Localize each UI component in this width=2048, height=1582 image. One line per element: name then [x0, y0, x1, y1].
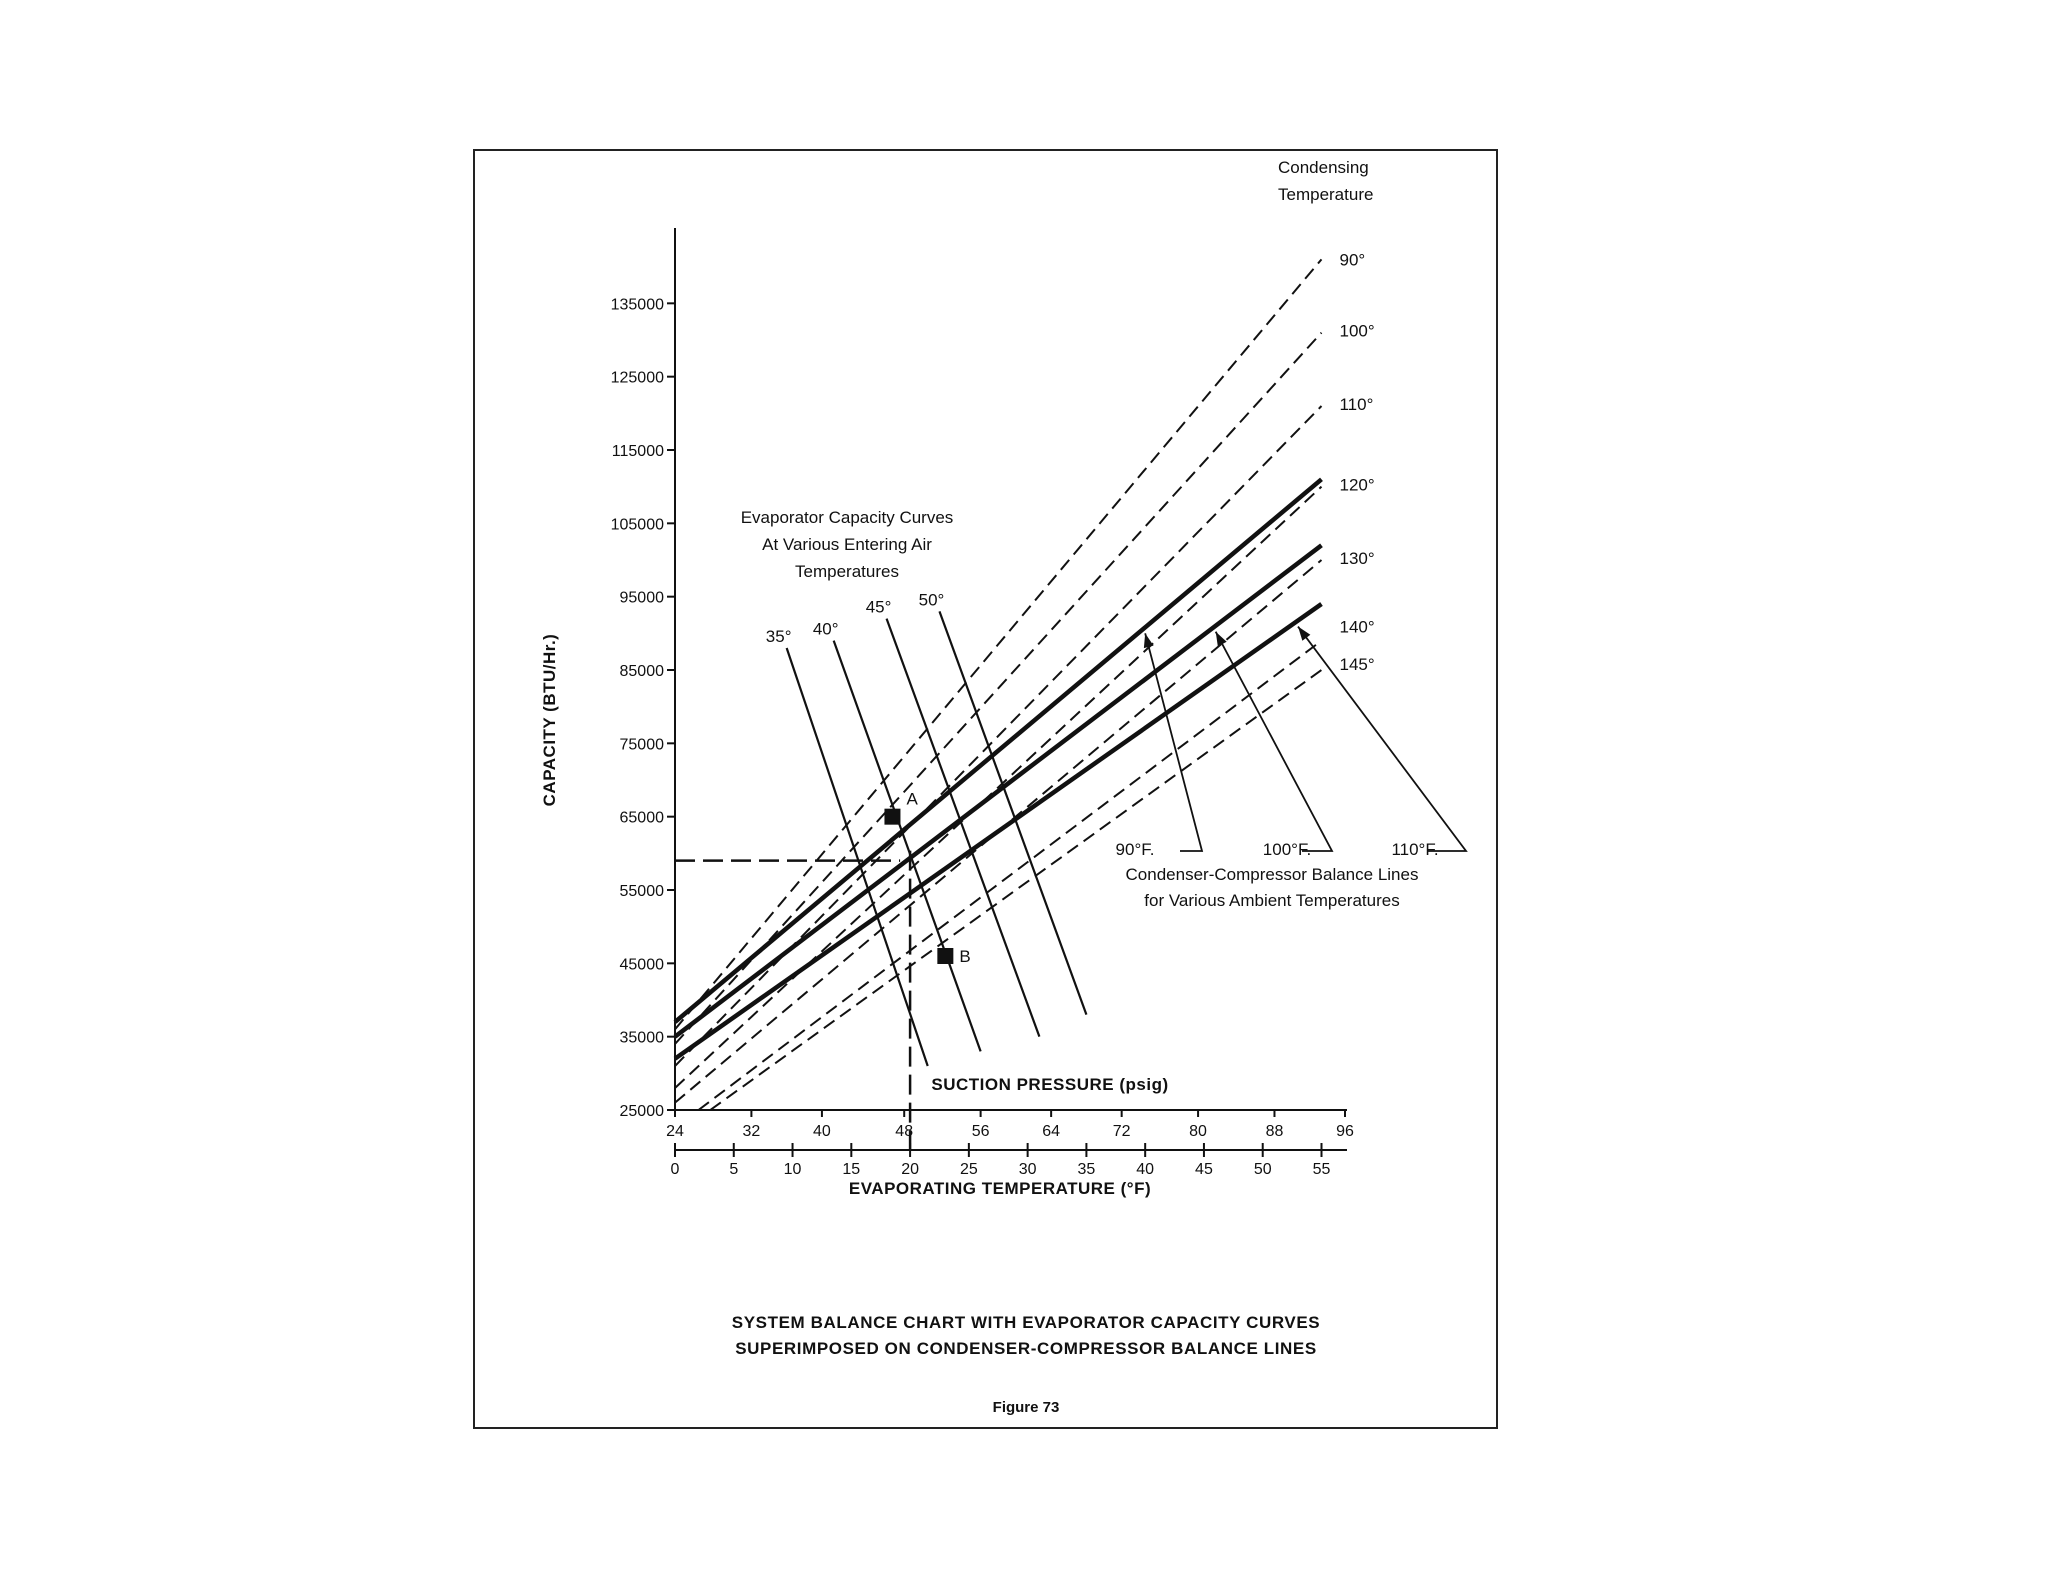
pressure-tick-label: 40: [813, 1123, 831, 1140]
evaporator-label-line1: Evaporator Capacity Curves: [740, 508, 954, 527]
condensing-line-label: 130°: [1339, 549, 1375, 568]
evap-temp-tick-label: 20: [901, 1161, 919, 1178]
condensing-line-label: 110°: [1339, 395, 1374, 414]
y-axis-title: CAPACITY (BTU/Hr.): [540, 633, 559, 807]
balance-callout-arrowhead: [1144, 633, 1154, 648]
pressure-tick-label: 24: [666, 1123, 684, 1140]
evap-temp-tick-label: 0: [670, 1161, 680, 1178]
evaporator-curve-label: 45°: [865, 597, 892, 617]
evaporator-label-line3: Temperatures: [795, 562, 899, 581]
balance-line-label: 100°F.: [1262, 840, 1312, 859]
balance-label-line1: Condenser-Compressor Balance Lines: [1125, 865, 1419, 884]
evap-temp-tick-label: 35: [1077, 1161, 1096, 1178]
condensing-line-label: 140°: [1339, 617, 1375, 637]
y-tick-label: 125000: [610, 369, 664, 387]
y-tick-label: 55000: [619, 883, 664, 900]
evaporator-label-line2: At Various Entering Air: [762, 535, 932, 554]
condensing-line-label: 145°: [1339, 655, 1375, 674]
x2-axis-title: SUCTION PRESSURE (psig): [931, 1075, 1169, 1094]
balance-line-label: 90°F.: [1115, 840, 1155, 859]
y-tick-label: 135000: [610, 296, 664, 314]
pressure-tick-label: 88: [1265, 1123, 1284, 1140]
balance-line: [675, 545, 1321, 1036]
evap-temp-tick-label: 45: [1195, 1161, 1213, 1178]
y-tick-label: 115000: [611, 443, 664, 460]
balance-callout-arrowhead: [1298, 627, 1310, 641]
evap-temp-tick-label: 25: [959, 1161, 978, 1178]
balance-callout-line: [1216, 632, 1332, 851]
balance-line-label: 110°F.: [1391, 840, 1439, 859]
operating-point-label: B: [959, 947, 971, 966]
evap-temp-tick-label: 50: [1253, 1161, 1272, 1178]
balance-label-line2: for Various Ambient Temperatures: [1144, 891, 1400, 910]
y-tick-label: 105000: [610, 516, 664, 534]
condensing-line-label: 100°: [1339, 321, 1375, 341]
condensing-temperature-lines: [675, 259, 1321, 1110]
balance-callout-line: [1298, 627, 1466, 851]
evaporator-curve-label: 50°: [918, 590, 945, 610]
pressure-tick-label: 72: [1112, 1123, 1131, 1140]
evaporator-curve-label: 40°: [812, 619, 839, 639]
operating-point-label: A: [906, 789, 918, 809]
y-tick-label: 45000: [619, 956, 664, 974]
operating-point-marker: [884, 809, 900, 825]
condensing-line: [675, 333, 1321, 1044]
balance-line: [675, 479, 1321, 1022]
caption-line2: SUPERIMPOSED ON CONDENSER-COMPRESSOR BALANCE LINES: [735, 1339, 1317, 1358]
condensing-line-label: 120°: [1339, 475, 1375, 495]
evaporator-curve-label: 35°: [765, 627, 792, 646]
y-tick-label: 95000: [619, 589, 664, 607]
evap-temp-tick-label: 55: [1312, 1161, 1331, 1178]
operating-point-marker: [937, 948, 953, 964]
figure-label: Figure 73: [992, 1399, 1060, 1416]
axes: [611, 228, 1354, 1178]
evap-temp-tick-label: 15: [842, 1161, 861, 1178]
condensing-line-label: 90°: [1339, 250, 1366, 270]
pressure-tick-label: 64: [1042, 1123, 1061, 1140]
y-tick-label: 35000: [619, 1029, 664, 1047]
pressure-tick-label: 32: [742, 1123, 761, 1140]
evap-temp-tick-label: 30: [1018, 1161, 1037, 1178]
balance-line: [675, 604, 1321, 1059]
evap-temp-tick-label: 10: [783, 1161, 802, 1178]
y-tick-label: 85000: [619, 663, 664, 680]
y-tick-label: 25000: [619, 1103, 664, 1120]
pressure-tick-label: 96: [1336, 1123, 1354, 1140]
condensing-header-line2: Temperature: [1278, 185, 1374, 204]
condensing-line: [675, 487, 1321, 1088]
caption-line1: SYSTEM BALANCE CHART WITH EVAPORATOR CAPACITY CURVES: [731, 1313, 1321, 1332]
x-axis-title: EVAPORATING TEMPERATURE (°F): [848, 1179, 1152, 1198]
condensing-line: [675, 406, 1321, 1066]
balance-callout-line: [1145, 633, 1202, 851]
evap-temp-tick-label: 5: [729, 1161, 739, 1178]
pressure-tick-label: 48: [895, 1123, 914, 1140]
balance-lines: [675, 479, 1321, 1058]
balance-callout-arrowhead: [1216, 632, 1227, 647]
y-tick-label: 75000: [619, 736, 664, 754]
pressure-tick-label: 80: [1189, 1123, 1207, 1140]
evap-temp-tick-label: 40: [1136, 1161, 1155, 1178]
condensing-header-line1: Condensing: [1278, 158, 1369, 177]
y-tick-label: 65000: [619, 809, 664, 827]
pressure-tick-label: 56: [971, 1123, 990, 1140]
